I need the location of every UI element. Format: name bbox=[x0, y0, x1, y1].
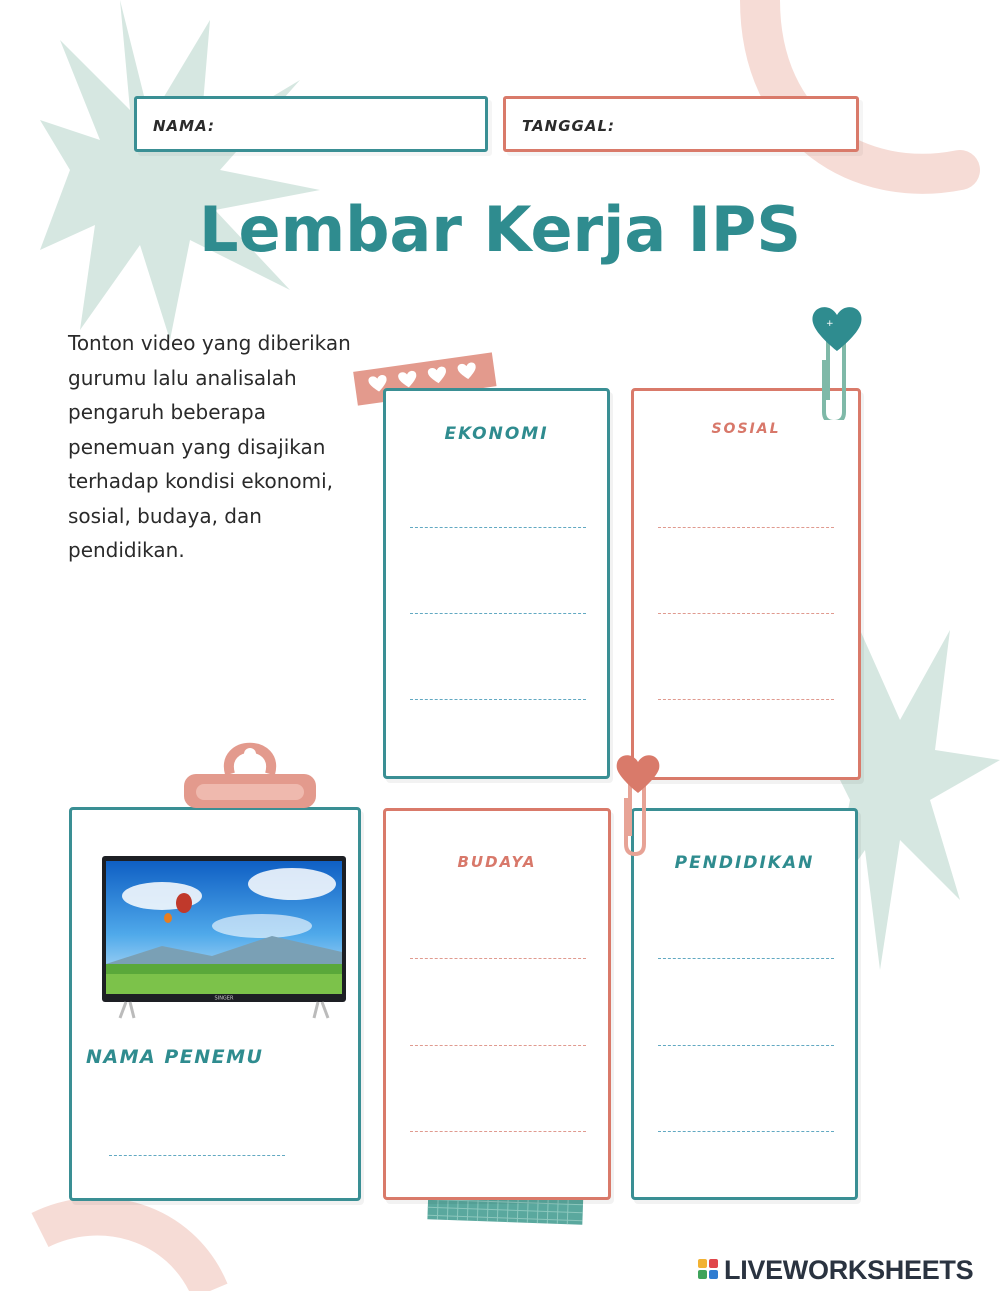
card-sosial-title: SOSIAL bbox=[711, 421, 781, 437]
budaya-answer-3[interactable] bbox=[410, 1129, 586, 1132]
name-field bbox=[134, 96, 488, 152]
binder-clip bbox=[180, 734, 320, 814]
name-input[interactable] bbox=[217, 111, 481, 141]
liveworksheets-icon bbox=[698, 1259, 720, 1281]
budaya-answer-1[interactable] bbox=[410, 956, 586, 959]
inventor-name-input[interactable] bbox=[109, 1153, 285, 1156]
sosial-answer-2[interactable] bbox=[658, 611, 834, 614]
card-pendidikan-title: PENDIDIKAN bbox=[674, 853, 815, 873]
date-input[interactable] bbox=[631, 111, 855, 141]
ekonomi-answer-3[interactable] bbox=[410, 697, 586, 700]
pendidikan-answer-2[interactable] bbox=[658, 1043, 834, 1046]
arc-bottom-left bbox=[40, 1217, 210, 1291]
heart-paperclip-bottom bbox=[612, 748, 672, 858]
tv-brand-label: SINGER bbox=[214, 995, 234, 1002]
page-title: Lembar Kerja IPS bbox=[199, 193, 801, 266]
pendidikan-answer-1[interactable] bbox=[658, 956, 834, 959]
ekonomi-answer-2[interactable] bbox=[410, 611, 586, 614]
card-ekonomi-title: EKONOMI bbox=[444, 424, 549, 444]
heart-paperclip-top bbox=[800, 300, 870, 420]
liveworksheets-logo bbox=[698, 1255, 973, 1285]
card-budaya-title: BUDAYA bbox=[457, 853, 537, 871]
svg-text:+: + bbox=[826, 319, 834, 329]
pendidikan-answer-3[interactable] bbox=[658, 1129, 834, 1132]
card-budaya bbox=[383, 808, 611, 1200]
starburst-top-left bbox=[40, 0, 320, 340]
sosial-answer-1[interactable] bbox=[658, 525, 834, 528]
inventor-label: NAMA PENEMU bbox=[86, 1046, 264, 1068]
ekonomi-answer-1[interactable] bbox=[410, 525, 586, 528]
sosial-answer-3[interactable] bbox=[658, 697, 834, 700]
liveworksheets-wordmark: LIVEWORKSHEETS bbox=[724, 1254, 974, 1285]
date-label: TANGGAL: bbox=[522, 117, 616, 135]
name-label: NAMA: bbox=[153, 117, 215, 135]
card-inventor bbox=[69, 807, 361, 1201]
card-sosial bbox=[631, 388, 861, 780]
card-pendidikan bbox=[631, 808, 858, 1200]
television-icon bbox=[102, 856, 346, 1020]
budaya-answer-2[interactable] bbox=[410, 1043, 586, 1046]
date-field bbox=[503, 96, 859, 152]
card-ekonomi bbox=[383, 388, 610, 779]
instructions-text: Tonton video yang diberikan gurumu lalu analisalah pengaruh beberapa penemuan yang disajikan terhadap kondisi ekonomi, sosial, budaya, dan pendidikan. bbox=[68, 331, 351, 562]
